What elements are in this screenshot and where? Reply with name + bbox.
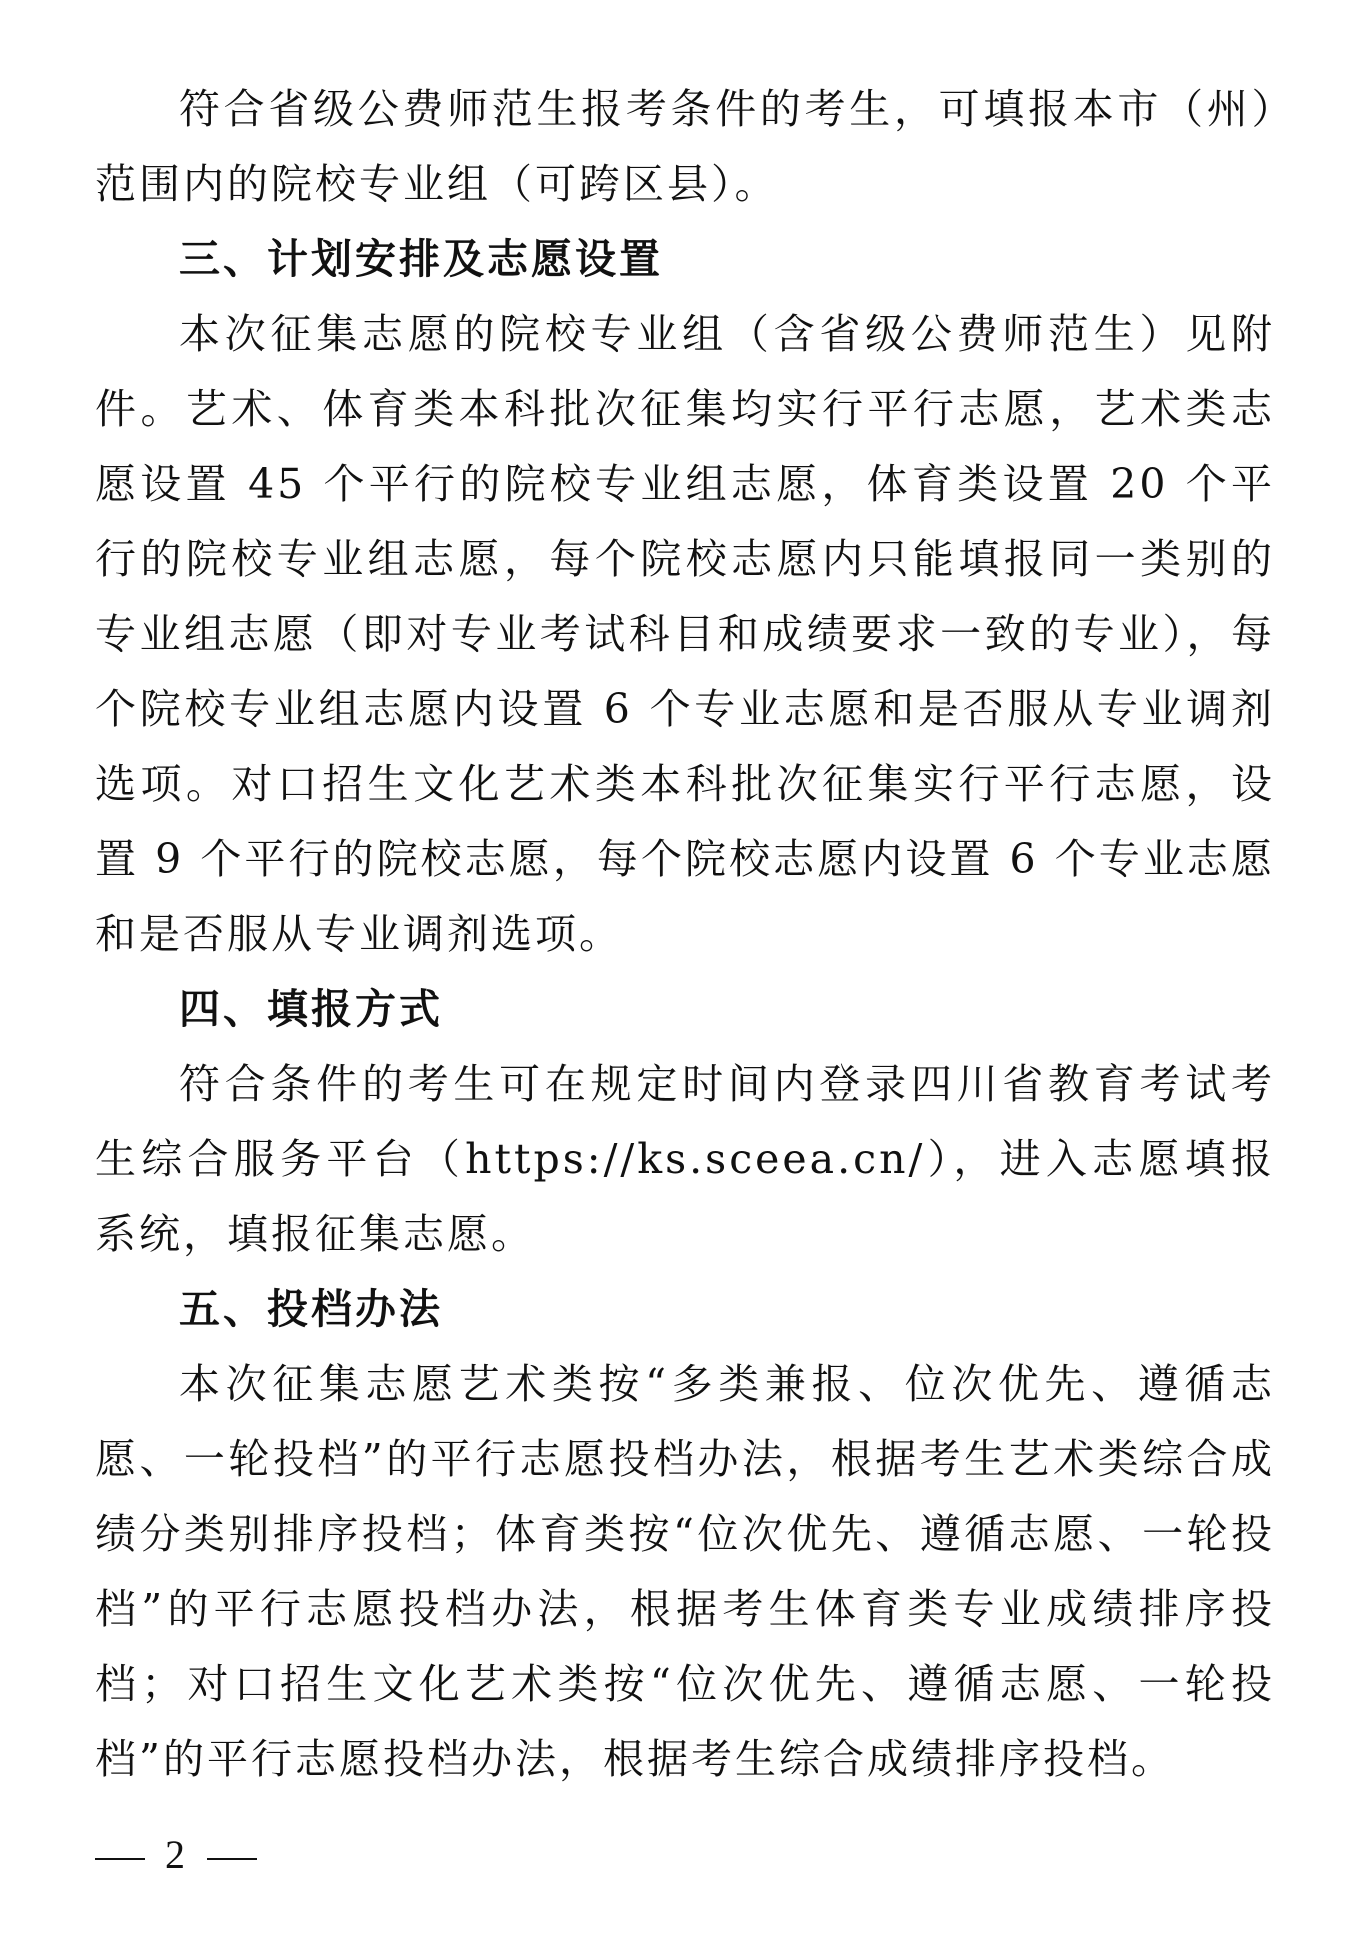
paragraph-admission-method: 本次征集志愿艺术类按“多类兼报、位次优先、遵循志愿、一轮投档”的平行志愿投档办法，根据考生艺术类综合成绩分类别排序投档；体育类按“位次优先、遵循志愿、一轮投档”的平行志愿投档办法，根据考生体育类专业成绩排序投档；对口招生文化艺术类按“位次优先、遵循志愿、一轮投档”的平行志愿投档办法，根据考生综合成绩排序投档。 [95,1360,1275,1783]
document-body [95,72,1275,1797]
heading-admission-method: 五、投档办法 [179,1285,443,1333]
paragraph-filling-method: 符合条件的考生可在规定时间内登录四川省教育考试考生综合服务平台（https://ks.sceea.cn/），进入志愿填报系统，填报征集志愿。 [95,1060,1275,1258]
heading-filling-method: 四、填报方式 [179,985,443,1033]
footer-dash-left [95,1858,145,1860]
footer-dash-right [207,1858,257,1860]
paragraph-eligibility: 符合省级公费师范生报考条件的考生，可填报本市（州）范围内的院校专业组（可跨区县）。 [95,85,1275,208]
heading-plan-arrangement: 三、计划安排及志愿设置 [179,235,663,283]
page-number: 2 [165,1832,187,1877]
page-footer [95,1830,257,1880]
paragraph-plan-arrangement: 本次征集志愿的院校专业组（含省级公费师范生）见附件。艺术、体育类本科批次征集均实行平行志愿，艺术类志愿设置 45 个平行的院校专业组志愿，体育类设置 20 个平行的院校专业组志愿，每个院校志愿内只能填报同一类别的专业组志愿（即对专业考试科目和成绩要求一致的专业），每个院校专业组志愿内设置 6 个专业志愿和是否服从专业调剂选项。对口招生文化艺术类本科批次征集实行平行志愿，设置 9 个平行的院校志愿，每个院校志愿内设置 6 个专业志愿和是否服从专业调剂选项。 [95,310,1275,958]
